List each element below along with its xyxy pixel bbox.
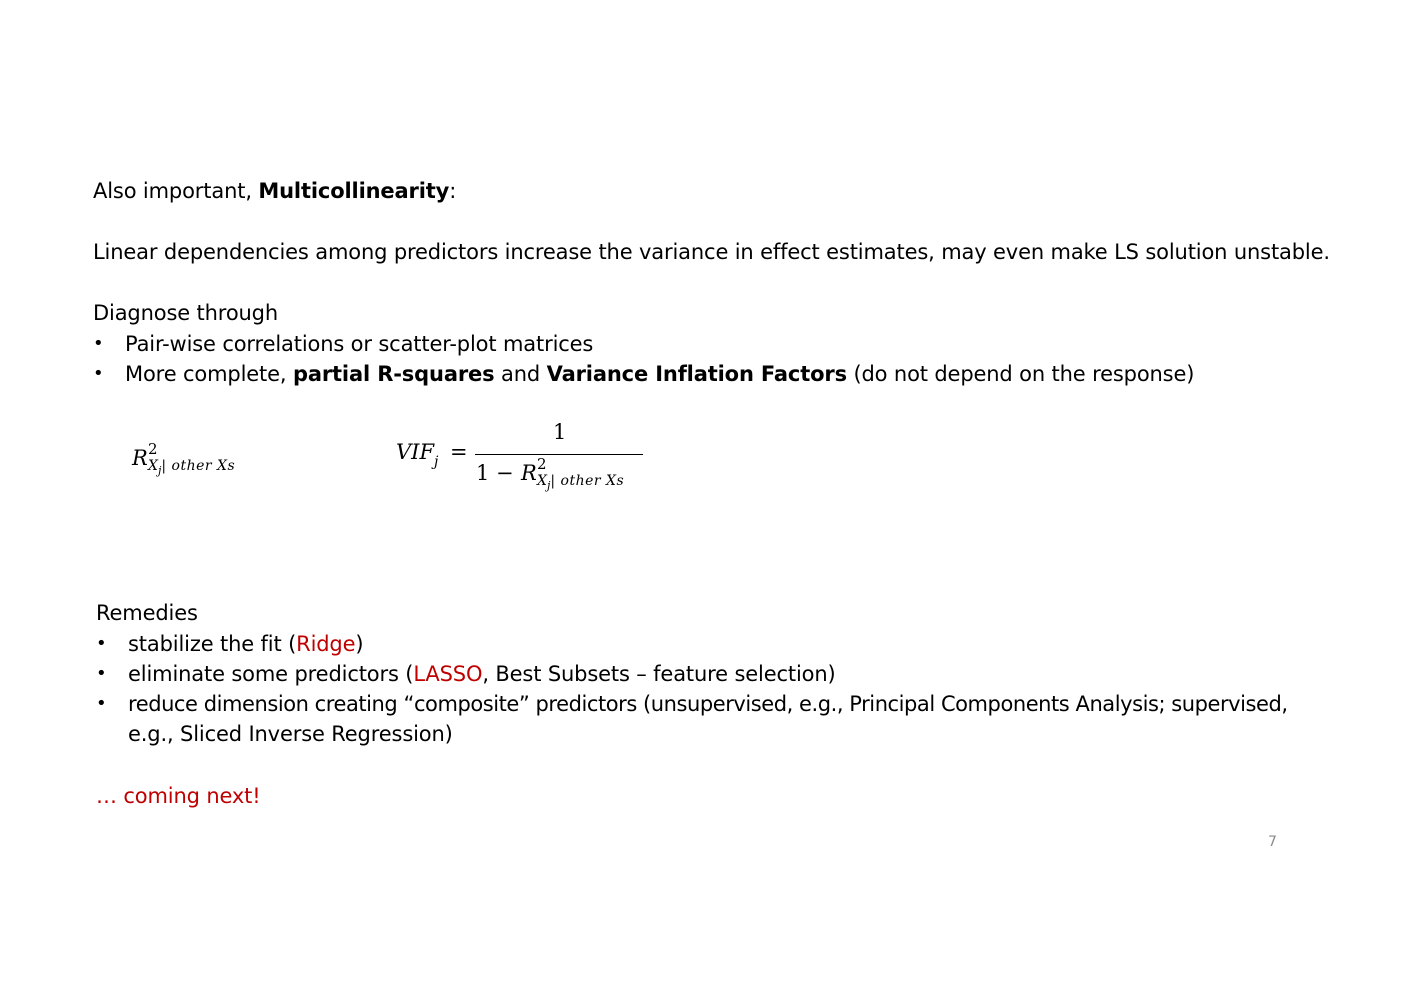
diagnose-bullet-2 [125, 361, 1194, 387]
intro-line [93, 178, 456, 204]
vif-denominator-prefix: 1 − [476, 461, 521, 485]
ridge-highlight: Ridge [296, 632, 356, 656]
bullet2-part2: and [494, 362, 547, 386]
bullet-dot: • [93, 363, 104, 384]
remedies-heading: Remedies [96, 601, 198, 625]
remedy-item-ridge: stabilize the fit (Ridge) [128, 632, 364, 656]
r-superscript: 2 [148, 440, 158, 458]
vif-r-subscript: $X_j|$ other Xs [537, 473, 625, 492]
multicollinearity-term: Multicollinearity [258, 179, 450, 203]
vif-term: Variance Inflation Factors [546, 362, 847, 386]
bullet-dot: • [96, 633, 107, 654]
vif-r-symbol: R [521, 461, 537, 485]
bullet2-part3: (do not depend on the response) [846, 362, 1195, 386]
description-text: Linear dependencies among predictors increase the variance in effect estimates, may even make LS solution unstable. [93, 240, 1330, 264]
page-number: 7 [1268, 834, 1277, 850]
remedy-item-lasso: eliminate some predictors (LASSO, Best Subsets – feature selection) [128, 662, 836, 686]
r-symbol: R [132, 446, 148, 470]
r-subscript: $X_j|$ other Xs [148, 458, 236, 477]
bullet-dot: • [96, 693, 107, 714]
bullet-dot: • [96, 663, 107, 684]
fraction-bar [475, 454, 643, 455]
lasso-highlight: LASSO [413, 662, 483, 686]
intro-suffix: : [449, 179, 457, 203]
diagnose-heading: Diagnose through [93, 301, 279, 325]
coming-next-text: … coming next! [96, 784, 261, 808]
vif-lhs: VIF [396, 440, 435, 464]
bullet-dot: • [93, 333, 104, 354]
diagnose-bullet-1: Pair-wise correlations or scatter-plot matrices [125, 332, 594, 356]
partial-r-squared-formula [132, 440, 292, 490]
remedy-item-dimension-line2: e.g., Sliced Inverse Regression) [128, 722, 453, 746]
partial-r-squares-term: partial R-squares [292, 362, 495, 386]
bullet2-part1: More complete, [125, 362, 293, 386]
vif-r-superscript: 2 [537, 455, 547, 473]
vif-subscript: j [434, 454, 439, 470]
intro-prefix: Also important, [93, 179, 259, 203]
remedy-item-dimension-line1: reduce dimension creating “composite” predictors (unsupervised, e.g., Principal Components Analysis; supervised, [128, 692, 1288, 716]
vif-equals: = [450, 440, 468, 464]
vif-formula [396, 418, 656, 498]
vif-numerator: 1 [553, 420, 567, 444]
